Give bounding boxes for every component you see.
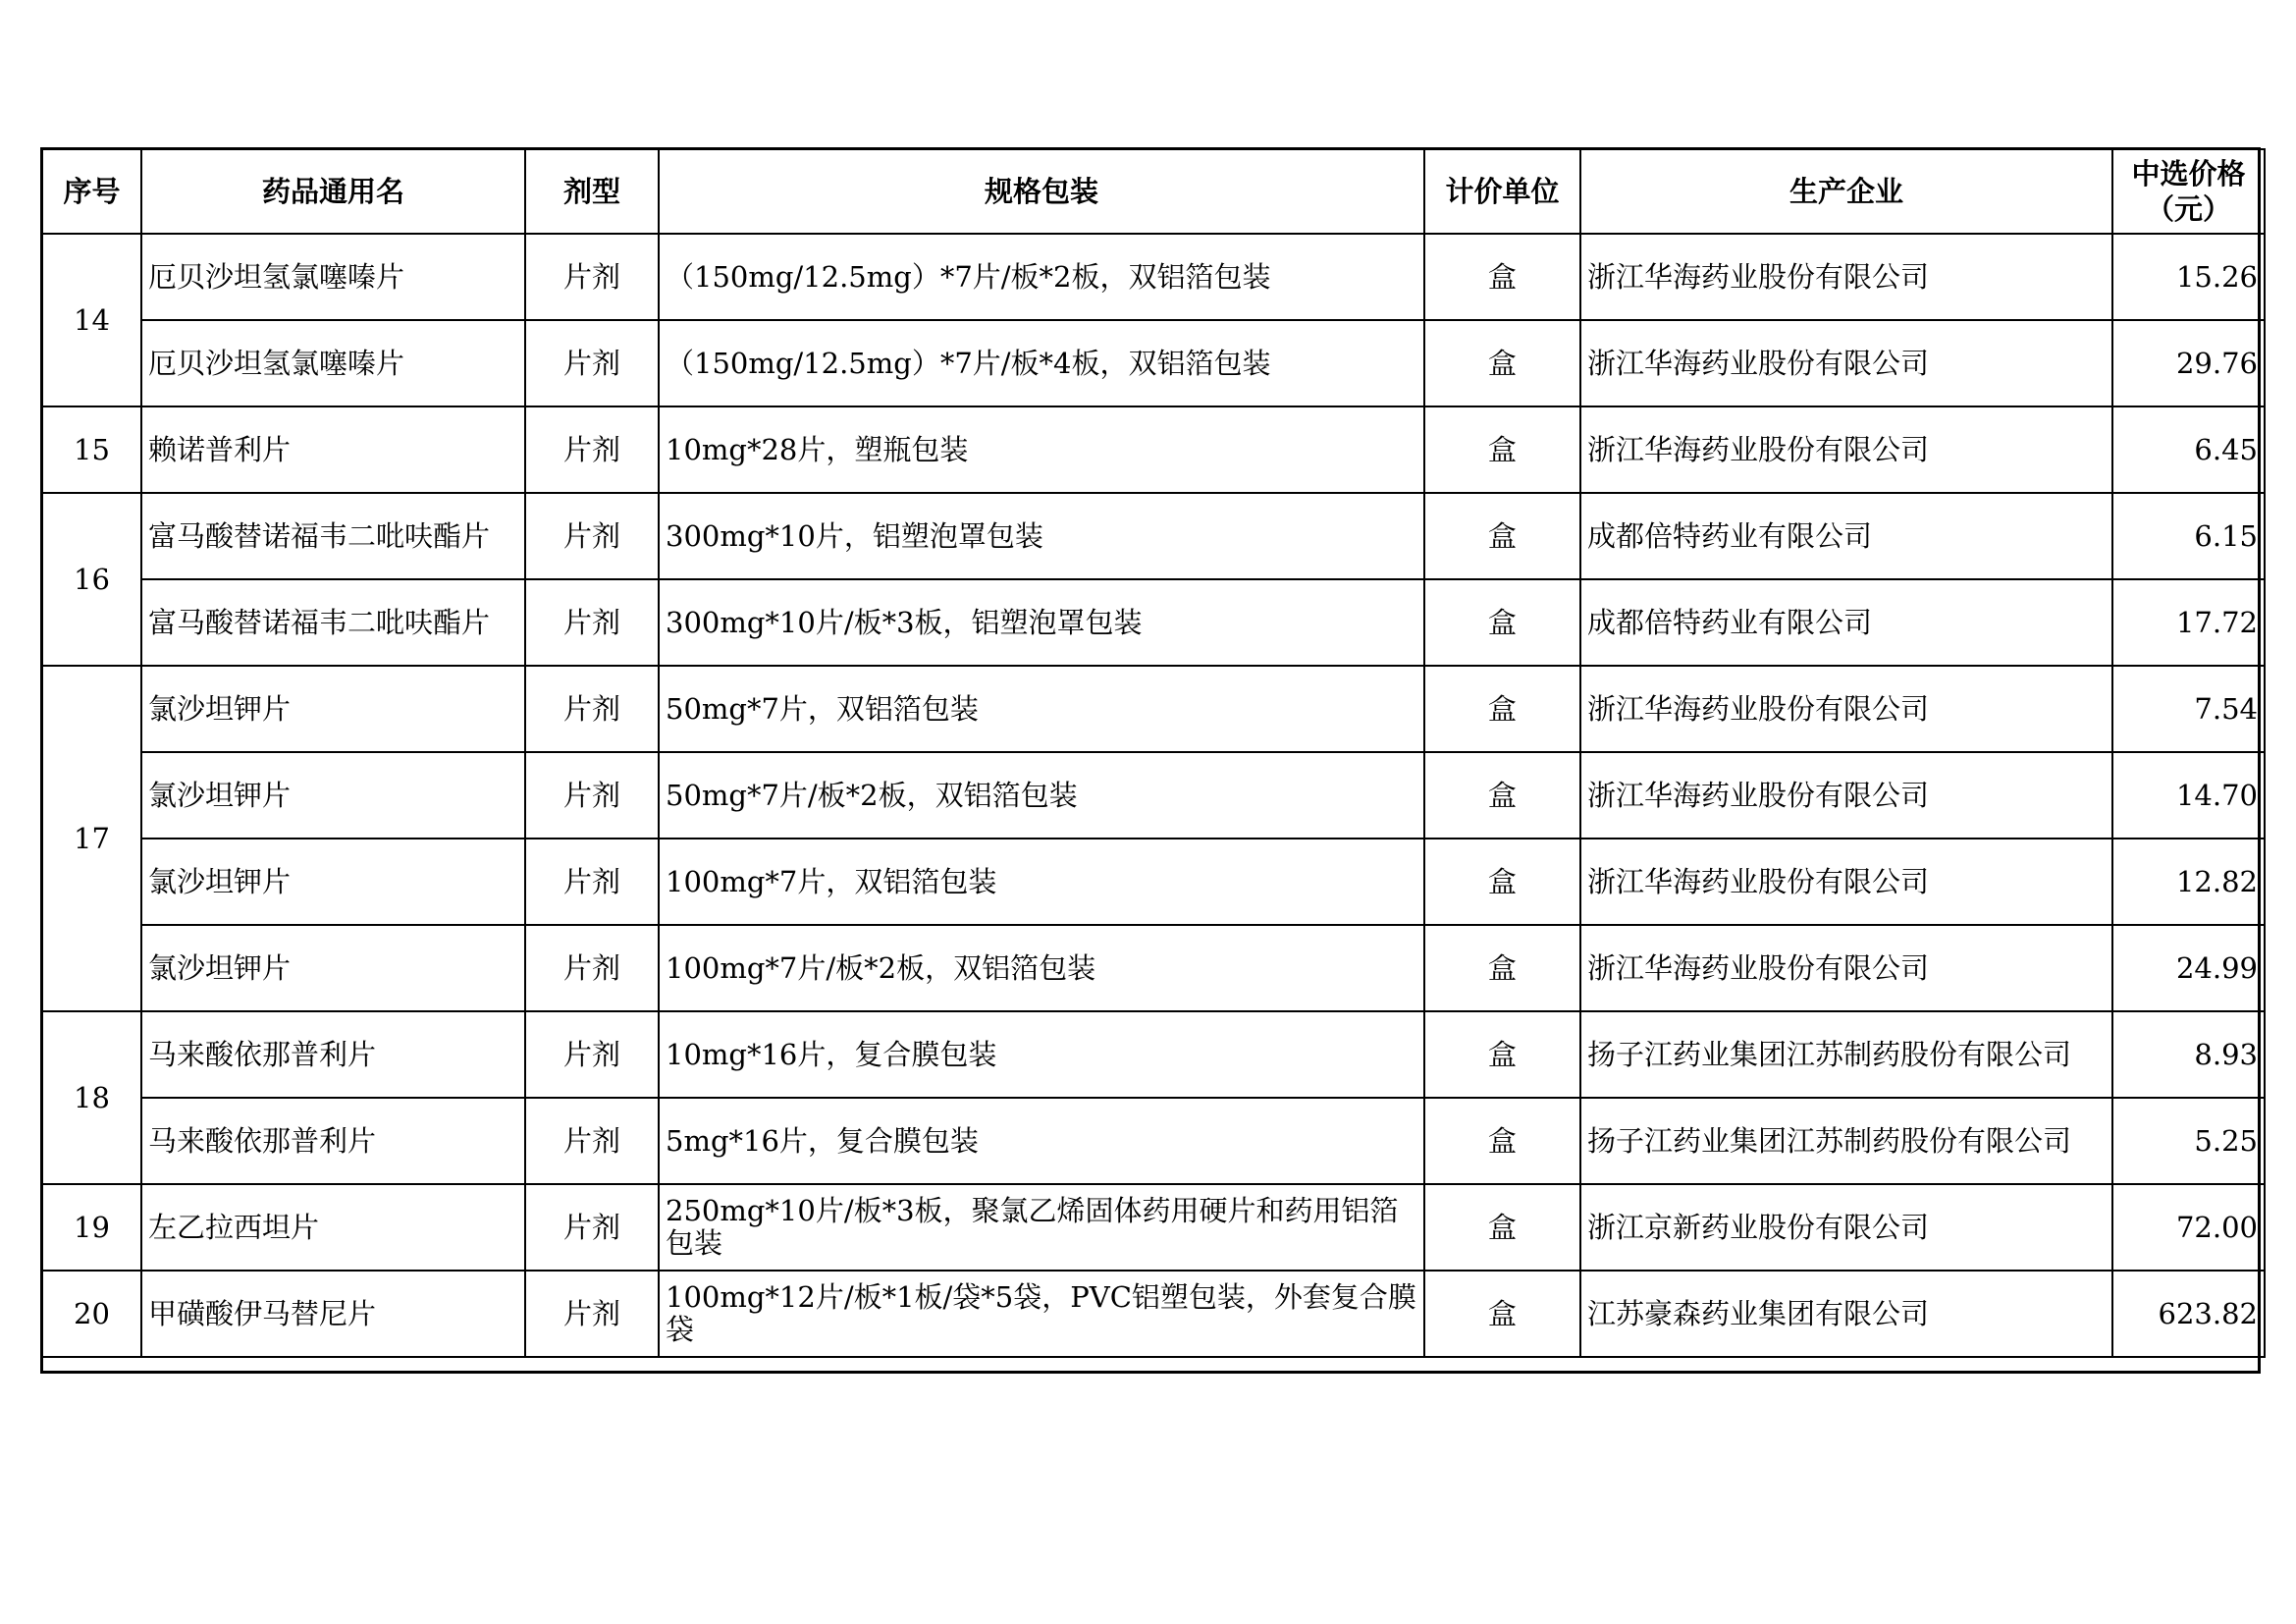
cell-drug-name: 甲磺酸伊马替尼片	[141, 1271, 525, 1357]
cell-pricing-unit: 盒	[1424, 579, 1580, 666]
cell-dosage-form: 片剂	[525, 1271, 659, 1357]
cell-seq: 19	[42, 1184, 141, 1271]
cell-drug-name: 厄贝沙坦氢氯噻嗪片	[141, 320, 525, 406]
cell-dosage-form: 片剂	[525, 1098, 659, 1184]
cell-pricing-unit: 盒	[1424, 1271, 1580, 1357]
cell-price: 72.00	[2112, 1184, 2265, 1271]
cell-drug-name: 厄贝沙坦氢氯噻嗪片	[141, 234, 525, 320]
cell-seq: 18	[42, 1011, 141, 1184]
cell-dosage-form: 片剂	[525, 493, 659, 579]
cell-manufacturer: 浙江华海药业股份有限公司	[1580, 320, 2112, 406]
cell-spec-package: 50mg*7片/板*2板，双铝箔包装	[659, 752, 1424, 839]
header-seq: 序号	[42, 149, 141, 234]
cell-pricing-unit: 盒	[1424, 493, 1580, 579]
cell-seq: 17	[42, 666, 141, 1011]
drug-price-table	[41, 148, 2266, 1358]
table-row	[42, 493, 2265, 579]
cell-manufacturer: 成都倍特药业有限公司	[1580, 493, 2112, 579]
cell-manufacturer: 扬子江药业集团江苏制药股份有限公司	[1580, 1011, 2112, 1098]
cell-price: 623.82	[2112, 1271, 2265, 1357]
table-row	[42, 1098, 2265, 1184]
cell-price: 12.82	[2112, 839, 2265, 925]
cell-manufacturer: 浙江京新药业股份有限公司	[1580, 1184, 2112, 1271]
cell-price: 14.70	[2112, 752, 2265, 839]
cell-dosage-form: 片剂	[525, 1011, 659, 1098]
header-price-line2: （元）	[2145, 192, 2231, 226]
cell-spec-package: 5mg*16片，复合膜包装	[659, 1098, 1424, 1184]
cell-spec-package: （150mg/12.5mg）*7片/板*4板，双铝箔包装	[659, 320, 1424, 406]
cell-price: 15.26	[2112, 234, 2265, 320]
cell-dosage-form: 片剂	[525, 666, 659, 752]
cell-spec-package: 100mg*7片/板*2板，双铝箔包装	[659, 925, 1424, 1011]
cell-manufacturer: 浙江华海药业股份有限公司	[1580, 925, 2112, 1011]
table-row	[42, 839, 2265, 925]
cell-spec-package: 300mg*10片，铝塑泡罩包装	[659, 493, 1424, 579]
cell-spec-package: 100mg*12片/板*1板/袋*5袋，PVC铝塑包装，外套复合膜袋	[659, 1271, 1424, 1357]
cell-drug-name: 氯沙坦钾片	[141, 752, 525, 839]
cell-manufacturer: 成都倍特药业有限公司	[1580, 579, 2112, 666]
table-row	[42, 925, 2265, 1011]
cell-drug-name: 左乙拉西坦片	[141, 1184, 525, 1271]
cell-price: 24.99	[2112, 925, 2265, 1011]
cell-price: 7.54	[2112, 666, 2265, 752]
cell-seq: 16	[42, 493, 141, 666]
cell-dosage-form: 片剂	[525, 579, 659, 666]
cell-spec-package: （150mg/12.5mg）*7片/板*2板，双铝箔包装	[659, 234, 1424, 320]
cell-pricing-unit: 盒	[1424, 406, 1580, 493]
cell-drug-name: 氯沙坦钾片	[141, 839, 525, 925]
cell-spec-package: 50mg*7片，双铝箔包装	[659, 666, 1424, 752]
cell-spec-package: 250mg*10片/板*3板，聚氯乙烯固体药用硬片和药用铝箔包装	[659, 1184, 1424, 1271]
cell-drug-name: 赖诺普利片	[141, 406, 525, 493]
cell-drug-name: 氯沙坦钾片	[141, 925, 525, 1011]
cell-pricing-unit: 盒	[1424, 320, 1580, 406]
cell-dosage-form: 片剂	[525, 925, 659, 1011]
cell-pricing-unit: 盒	[1424, 752, 1580, 839]
cell-manufacturer: 浙江华海药业股份有限公司	[1580, 406, 2112, 493]
cell-seq: 20	[42, 1271, 141, 1357]
cell-manufacturer: 浙江华海药业股份有限公司	[1580, 666, 2112, 752]
cell-pricing-unit: 盒	[1424, 925, 1580, 1011]
table-body	[42, 234, 2265, 1357]
cell-drug-name: 氯沙坦钾片	[141, 666, 525, 752]
table-row	[42, 406, 2265, 493]
cell-pricing-unit: 盒	[1424, 1011, 1580, 1098]
cell-manufacturer: 江苏豪森药业集团有限公司	[1580, 1271, 2112, 1357]
cell-dosage-form: 片剂	[525, 1184, 659, 1271]
cell-seq: 14	[42, 234, 141, 406]
header-price-line1: 中选价格	[2131, 157, 2246, 190]
cell-price: 6.45	[2112, 406, 2265, 493]
cell-pricing-unit: 盒	[1424, 1098, 1580, 1184]
cell-manufacturer: 浙江华海药业股份有限公司	[1580, 839, 2112, 925]
header-manufacturer: 生产企业	[1580, 149, 2112, 234]
cell-drug-name: 马来酸依那普利片	[141, 1098, 525, 1184]
cell-dosage-form: 片剂	[525, 320, 659, 406]
cell-drug-name: 富马酸替诺福韦二吡呋酯片	[141, 579, 525, 666]
table-row	[42, 320, 2265, 406]
cell-dosage-form: 片剂	[525, 234, 659, 320]
cell-drug-name: 马来酸依那普利片	[141, 1011, 525, 1098]
cell-dosage-form: 片剂	[525, 839, 659, 925]
cell-price: 29.76	[2112, 320, 2265, 406]
header-pricing-unit: 计价单位	[1424, 149, 1580, 234]
cell-dosage-form: 片剂	[525, 752, 659, 839]
table-row	[42, 666, 2265, 752]
cell-dosage-form: 片剂	[525, 406, 659, 493]
cell-price: 6.15	[2112, 493, 2265, 579]
cell-seq: 15	[42, 406, 141, 493]
cell-manufacturer: 浙江华海药业股份有限公司	[1580, 234, 2112, 320]
cell-pricing-unit: 盒	[1424, 839, 1580, 925]
cell-manufacturer: 扬子江药业集团江苏制药股份有限公司	[1580, 1098, 2112, 1184]
cell-price: 5.25	[2112, 1098, 2265, 1184]
cell-drug-name: 富马酸替诺福韦二吡呋酯片	[141, 493, 525, 579]
cell-pricing-unit: 盒	[1424, 234, 1580, 320]
table-row	[42, 234, 2265, 320]
table-row	[42, 1011, 2265, 1098]
cell-pricing-unit: 盒	[1424, 1184, 1580, 1271]
cell-spec-package: 10mg*28片，塑瓶包装	[659, 406, 1424, 493]
table-row	[42, 579, 2265, 666]
cell-manufacturer: 浙江华海药业股份有限公司	[1580, 752, 2112, 839]
header-row	[42, 149, 2265, 234]
cell-spec-package: 100mg*7片，双铝箔包装	[659, 839, 1424, 925]
table-row	[42, 1184, 2265, 1271]
header-selected-price	[2112, 149, 2265, 234]
header-dosage-form: 剂型	[525, 149, 659, 234]
cell-price: 8.93	[2112, 1011, 2265, 1098]
cell-spec-package: 300mg*10片/板*3板，铝塑泡罩包装	[659, 579, 1424, 666]
cell-pricing-unit: 盒	[1424, 666, 1580, 752]
table-row	[42, 1271, 2265, 1357]
cell-price: 17.72	[2112, 579, 2265, 666]
header-spec-package: 规格包装	[659, 149, 1424, 234]
cell-spec-package: 10mg*16片，复合膜包装	[659, 1011, 1424, 1098]
header-drug-name: 药品通用名	[141, 149, 525, 234]
table-row	[42, 752, 2265, 839]
